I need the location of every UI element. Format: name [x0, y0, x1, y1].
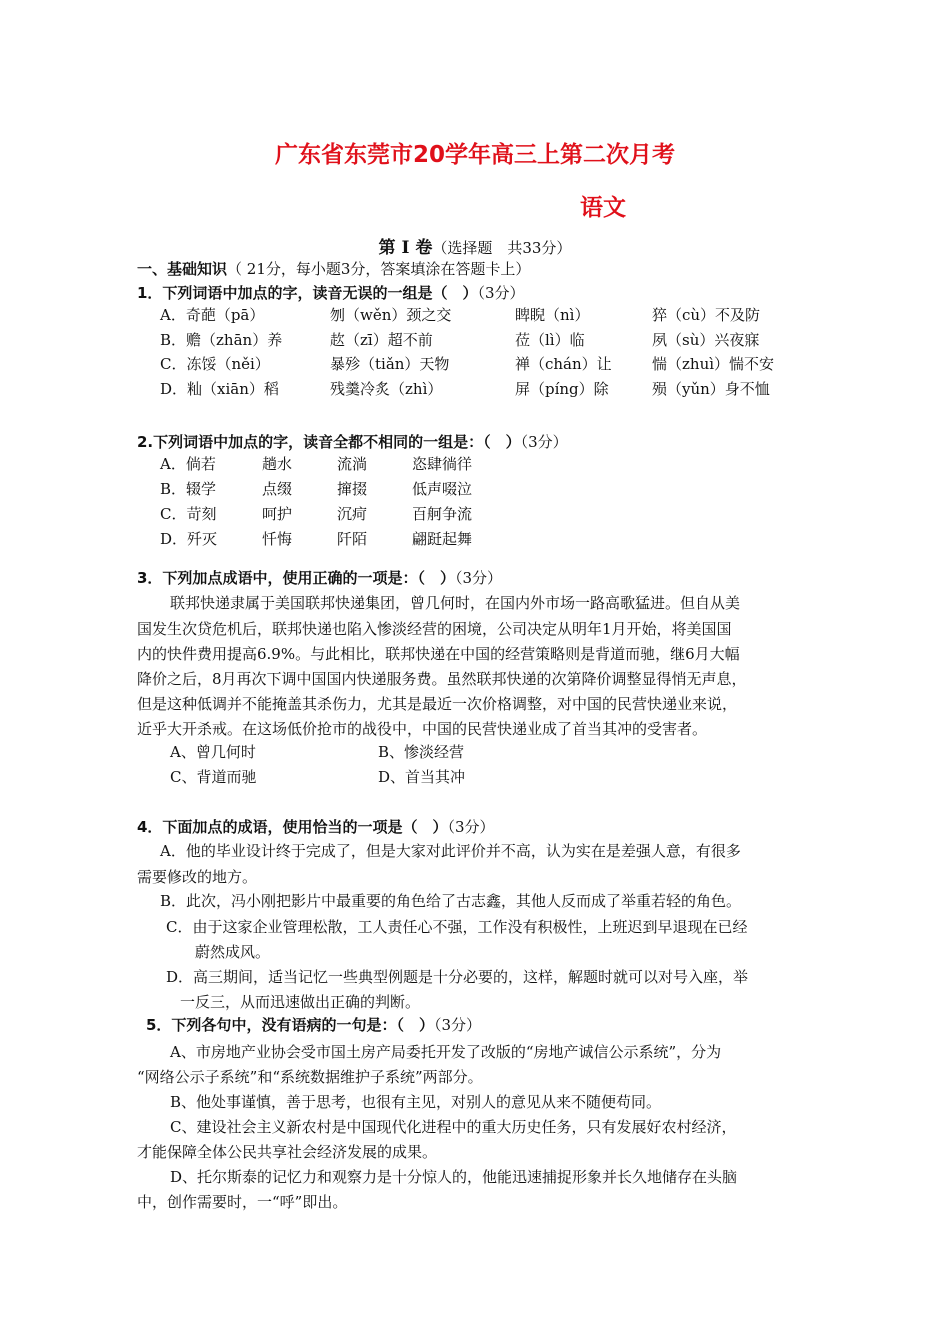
q2-option-cell: 低声啜泣 [412, 480, 473, 498]
q4-option-line: 一反三，从而迅速做出正确的判断。 [180, 993, 421, 1011]
q3-passage-line: 降价之后，8月再次下调中国国内快递服务费。虽然联邦快递的次第降价调整显得悄无声息， [137, 670, 747, 688]
q2-option-cell: 阡陌 [337, 530, 368, 548]
q5-stem [146, 1014, 481, 1035]
q4-option-line: C．由于这家企业管理松散，工人责任心不强，工作没有积极性，上班迟到早退现在已经 [166, 918, 748, 936]
q4-option-line: A．他的毕业设计终于完成了，但是大家对此评价并不高，认为实在是差强人意，有很多 [160, 842, 741, 860]
q2-option-cell: 恣肆徜徉 [412, 455, 473, 473]
q1-option-cell: 禅（chán）让 [515, 355, 612, 373]
q3-option: B、惨淡经营 [378, 743, 465, 761]
q1-option-cell: D．籼（xiān）稻 [160, 380, 279, 398]
q1-option-cell: 残羹冷炙（zhì） [330, 380, 443, 398]
q3-passage-line: 内的快件费用提高6.9%。与此相比，联邦快递在中国的经营策略则是背道而驰，继6月大幅 [137, 645, 740, 663]
q3-passage-line: 国发生次贷危机后，联邦快递也陷入惨淡经营的困境，公司决定从明年1月开始，将美国国 [137, 620, 732, 638]
q1-option-cell: 睥睨（nì） [515, 306, 590, 324]
volume-heading [0, 233, 950, 258]
q5-option-line: “网络公示子系统”和“系统数据维护子系统”两部分。 [137, 1068, 483, 1086]
q1-option-cell: 惴（zhuì）惴不安 [652, 355, 775, 373]
q1-option-cell: 莅（lì）临 [515, 331, 585, 349]
q2-option-cell: 翩跹起舞 [412, 530, 473, 548]
q2-stem-text: 2.下列词语中加点的字，读音全都不相同的一组是：（ ） [137, 433, 521, 451]
q4-option-line: D．高三期间，适当记忆一些典型例题是十分必要的，这样，解题时就可以对号入座，举 [166, 968, 749, 986]
q3-passage-line: 联邦快递隶属于美国联邦快递集团，曾几何时，在国内外市场一路高歌猛进。但自从美 [170, 594, 741, 612]
section-heading [137, 258, 530, 279]
subject-title: 语文 [580, 195, 626, 221]
q2-option-cell: C．苛刻 [160, 505, 217, 523]
q5-option-line: 才能保障全体公民共享社会经济发展的成果。 [137, 1143, 438, 1161]
q2-score: （3分） [520, 433, 568, 451]
q3-option: C、背道而驰 [170, 768, 257, 786]
q3-stem [137, 567, 502, 588]
exam-title: 广东省东莞市20学年高三上第二次月考 [274, 142, 675, 168]
q4-stem-text: 4．下面加点的成语，使用恰当的一项是（ ） [137, 818, 448, 836]
q1-option-cell: 暴殄（tiǎn）天物 [330, 355, 450, 373]
q1-option-cell: A．奇葩（pā） [160, 306, 265, 324]
q2-option-cell: B．辍学 [160, 480, 217, 498]
q1-option-cell: B．赡（zhān）养 [160, 331, 283, 349]
q2-option-cell: 点缀 [262, 480, 293, 498]
q5-option-line: B、他处事谨慎，善于思考，也很有主见，对别人的意见从来不随便苟同。 [170, 1093, 662, 1111]
q5-option-line: 中，创作需要时，一“呼”即出。 [137, 1193, 348, 1211]
q2-option-cell: 百舸争流 [412, 505, 473, 523]
q4-score: （3分） [447, 818, 495, 836]
q3-passage-line: 近乎大开杀戒。在这场低价抢市的战役中，中国的民营快递业成了首当其冲的受害者。 [137, 720, 708, 738]
q2-option-cell: 忏悔 [262, 530, 293, 548]
q2-option-cell: A．倘若 [160, 455, 216, 473]
q1-option-cell: 赼（zī）超不前 [330, 331, 433, 349]
q3-passage-line: 但是这种低调并不能掩盖其杀伤力，尤其是最近一次价格调整，对中国的民营快递业来说， [137, 695, 738, 713]
section-note: （ 21分，每小题3分，答案填涂在答题卡上） [227, 260, 531, 278]
q4-option-line: 蔚然成风。 [195, 943, 271, 961]
q1-stem [137, 282, 525, 303]
q2-option-cell: 流淌 [337, 455, 368, 473]
q4-option-line: B．此次，冯小刚把影片中最重要的角色给了古志鑫，其他人反而成了举重若轻的角色。 [160, 892, 742, 910]
q2-option-cell: 趟水 [262, 455, 293, 473]
q3-option: A、曾几何时 [170, 743, 256, 761]
q1-option-cell: C．冻馁（něi） [160, 355, 270, 373]
q2-option-cell: 沉疴 [337, 505, 368, 523]
q5-score: （3分） [433, 1016, 481, 1034]
q2-option-cell: 呵护 [262, 505, 293, 523]
q3-stem-text: 3．下列加点成语中，使用正确的一项是：（ ） [137, 569, 455, 587]
q1-option-cell: 屏（píng）除 [515, 380, 609, 398]
volume-label: 第 I 卷 [378, 238, 433, 258]
q1-score: （3分） [477, 284, 525, 302]
q3-option: D、首当其冲 [378, 768, 466, 786]
q5-option-line: A、市房地产业协会受市国土房产局委托开发了改版的“房地产诚信公示系统”，分为 [170, 1043, 722, 1061]
q3-score: （3分） [454, 569, 502, 587]
q1-option-cell: 殒（yǔn）身不恤 [652, 380, 770, 398]
q5-option-line: C、建设社会主义新农村是中国现代化进程中的重大历史任务，只有发展好农村经济， [170, 1118, 737, 1136]
section-title: 一、基础知识 [137, 260, 228, 278]
q4-option-line: 需要修改的地方。 [137, 868, 258, 886]
q4-stem [137, 816, 495, 837]
q1-option-cell: 猝（cù）不及防 [652, 306, 761, 324]
q1-stem-text: 1．下列词语中加点的字，读音无误的一组是（ ） [137, 284, 478, 302]
q2-option-cell: D．歼灭 [160, 530, 218, 548]
q2-option-cell: 撺掇 [337, 480, 368, 498]
volume-note: （选择题 共33分） [432, 239, 572, 257]
q1-option-cell: 刎（wěn）颈之交 [330, 306, 452, 324]
q2-stem [137, 431, 568, 452]
q5-option-line: D、托尔斯泰的记忆力和观察力是十分惊人的，他能迅速捕捉形象并长久地储存在头脑 [170, 1168, 738, 1186]
q1-option-cell: 夙（sù）兴夜寐 [652, 331, 760, 349]
q5-stem-text: 5．下列各句中，没有语病的一句是：（ ） [146, 1016, 434, 1034]
